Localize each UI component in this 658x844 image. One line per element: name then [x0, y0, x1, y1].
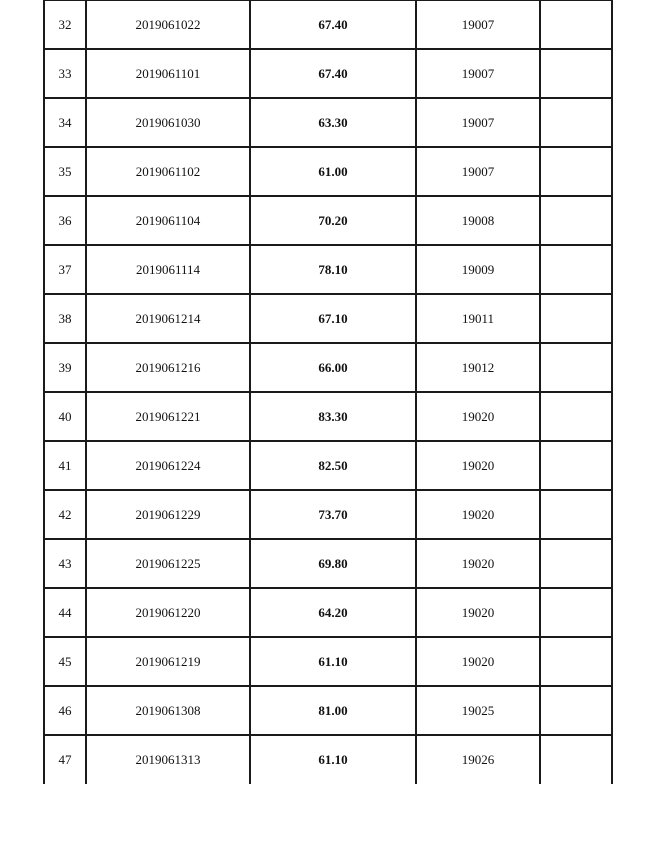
- row-number: 42: [44, 490, 86, 539]
- score: 73.70: [250, 490, 416, 539]
- candidate-id: 2019061308: [86, 686, 250, 735]
- remark: [540, 49, 612, 98]
- position-code: 19020: [416, 441, 540, 490]
- table-row: [44, 392, 612, 441]
- score: 61.10: [250, 735, 416, 784]
- remark: [540, 588, 612, 637]
- row-number: 47: [44, 735, 86, 784]
- position-code: 19020: [416, 392, 540, 441]
- position-code: 19011: [416, 294, 540, 343]
- table-row: [44, 0, 612, 49]
- results-table-body: [44, 0, 612, 784]
- candidate-id: 2019061102: [86, 147, 250, 196]
- candidate-id: 2019061114: [86, 245, 250, 294]
- table-row: [44, 686, 612, 735]
- score: 61.10: [250, 637, 416, 686]
- candidate-id: 2019061216: [86, 343, 250, 392]
- score: 61.00: [250, 147, 416, 196]
- candidate-id: 2019061104: [86, 196, 250, 245]
- remark: [540, 637, 612, 686]
- candidate-id: 2019061220: [86, 588, 250, 637]
- score: 64.20: [250, 588, 416, 637]
- candidate-id: 2019061313: [86, 735, 250, 784]
- score: 67.10: [250, 294, 416, 343]
- table-row: [44, 441, 612, 490]
- candidate-id: 2019061022: [86, 0, 250, 49]
- position-code: 19020: [416, 637, 540, 686]
- table-row: [44, 245, 612, 294]
- position-code: 19025: [416, 686, 540, 735]
- row-number: 43: [44, 539, 86, 588]
- remark: [540, 0, 612, 49]
- candidate-id: 2019061229: [86, 490, 250, 539]
- table-row: [44, 147, 612, 196]
- table-row: [44, 490, 612, 539]
- row-number: 40: [44, 392, 86, 441]
- candidate-id: 2019061219: [86, 637, 250, 686]
- table-row: [44, 49, 612, 98]
- table-row: [44, 637, 612, 686]
- row-number: 34: [44, 98, 86, 147]
- score: 69.80: [250, 539, 416, 588]
- candidate-id: 2019061030: [86, 98, 250, 147]
- table-row: [44, 98, 612, 147]
- position-code: 19020: [416, 588, 540, 637]
- remark: [540, 196, 612, 245]
- position-code: 19026: [416, 735, 540, 784]
- row-number: 39: [44, 343, 86, 392]
- remark: [540, 490, 612, 539]
- table-row: [44, 343, 612, 392]
- position-code: 19007: [416, 0, 540, 49]
- score: 67.40: [250, 49, 416, 98]
- candidate-id: 2019061221: [86, 392, 250, 441]
- row-number: 37: [44, 245, 86, 294]
- position-code: 19008: [416, 196, 540, 245]
- candidate-id: 2019061101: [86, 49, 250, 98]
- table-row: [44, 588, 612, 637]
- score: 67.40: [250, 0, 416, 49]
- position-code: 19007: [416, 147, 540, 196]
- remark: [540, 686, 612, 735]
- row-number: 32: [44, 0, 86, 49]
- score: 63.30: [250, 98, 416, 147]
- position-code: 19007: [416, 49, 540, 98]
- remark: [540, 539, 612, 588]
- remark: [540, 343, 612, 392]
- score: 83.30: [250, 392, 416, 441]
- remark: [540, 735, 612, 784]
- remark: [540, 245, 612, 294]
- remark: [540, 392, 612, 441]
- candidate-id: 2019061224: [86, 441, 250, 490]
- row-number: 36: [44, 196, 86, 245]
- position-code: 19020: [416, 490, 540, 539]
- remark: [540, 294, 612, 343]
- row-number: 35: [44, 147, 86, 196]
- results-table: [43, 0, 613, 784]
- table-row: [44, 539, 612, 588]
- candidate-id: 2019061225: [86, 539, 250, 588]
- score: 78.10: [250, 245, 416, 294]
- position-code: 19009: [416, 245, 540, 294]
- row-number: 33: [44, 49, 86, 98]
- remark: [540, 441, 612, 490]
- row-number: 38: [44, 294, 86, 343]
- position-code: 19007: [416, 98, 540, 147]
- remark: [540, 98, 612, 147]
- table-row: [44, 294, 612, 343]
- position-code: 19012: [416, 343, 540, 392]
- score: 81.00: [250, 686, 416, 735]
- row-number: 45: [44, 637, 86, 686]
- row-number: 41: [44, 441, 86, 490]
- table-row: [44, 735, 612, 784]
- results-table-container: [43, 0, 611, 784]
- row-number: 46: [44, 686, 86, 735]
- score: 70.20: [250, 196, 416, 245]
- position-code: 19020: [416, 539, 540, 588]
- remark: [540, 147, 612, 196]
- table-row: [44, 196, 612, 245]
- score: 66.00: [250, 343, 416, 392]
- row-number: 44: [44, 588, 86, 637]
- score: 82.50: [250, 441, 416, 490]
- candidate-id: 2019061214: [86, 294, 250, 343]
